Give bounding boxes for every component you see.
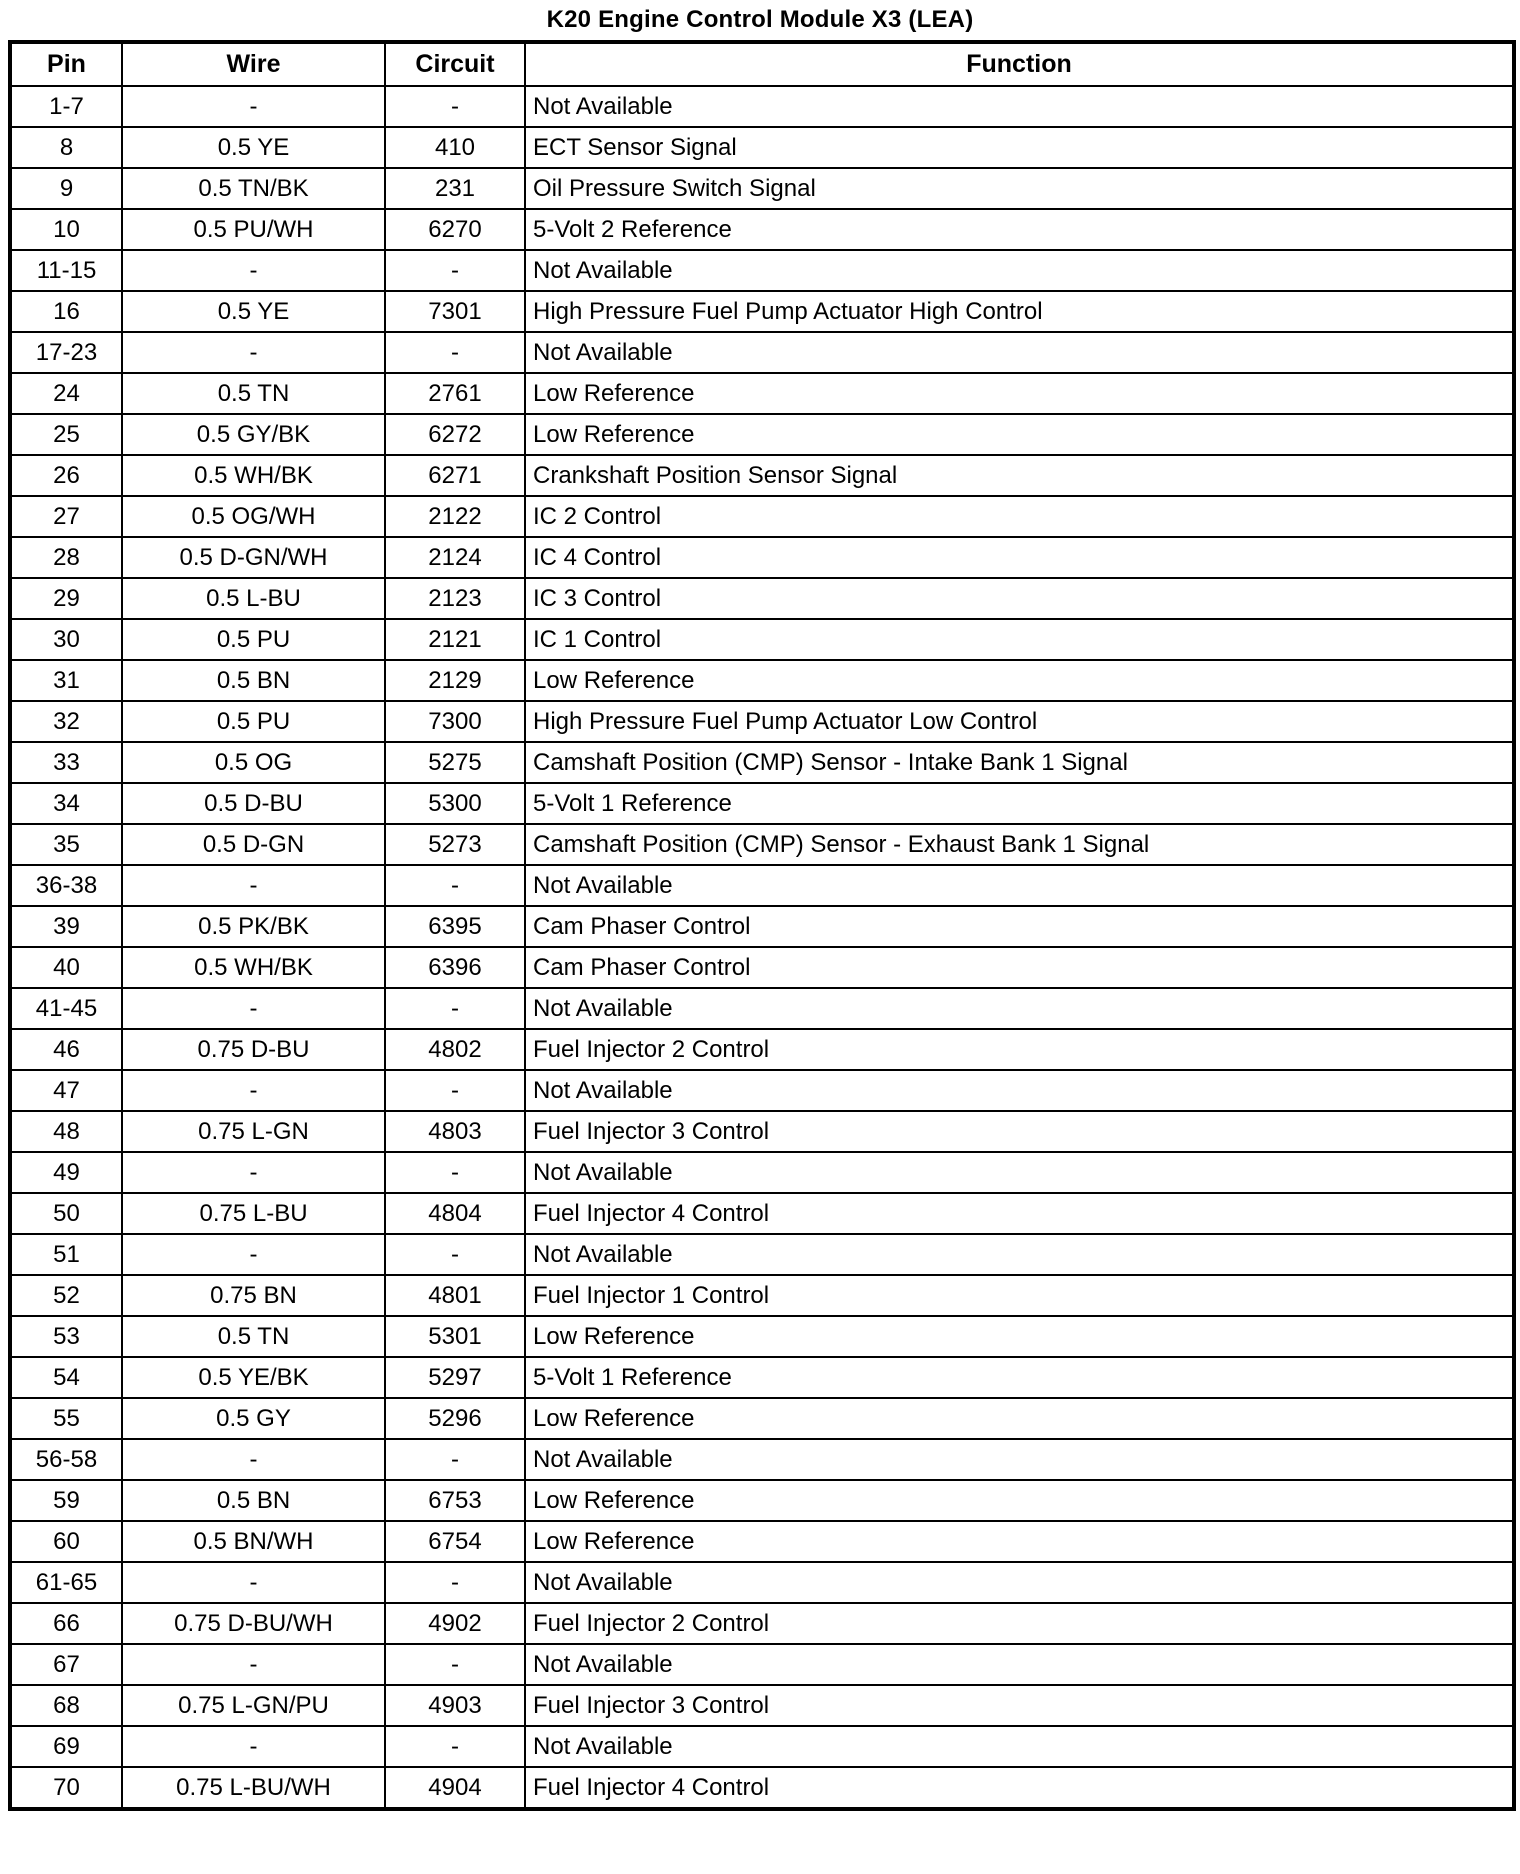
pin-cell: 34 <box>10 783 122 824</box>
function-cell: ECT Sensor Signal <box>525 127 1514 168</box>
function-cell: Fuel Injector 1 Control <box>525 1275 1514 1316</box>
wire-cell: - <box>122 1726 385 1767</box>
function-cell: Camshaft Position (CMP) Sensor - Exhaust Bank 1 Signal <box>525 824 1514 865</box>
function-cell: 5-Volt 1 Reference <box>525 783 1514 824</box>
function-cell: Not Available <box>525 1234 1514 1275</box>
circuit-cell: 5301 <box>385 1316 525 1357</box>
pin-cell: 60 <box>10 1521 122 1562</box>
circuit-cell: 2761 <box>385 373 525 414</box>
circuit-cell: - <box>385 865 525 906</box>
wire-cell: 0.5 D-BU <box>122 783 385 824</box>
circuit-cell: 2129 <box>385 660 525 701</box>
circuit-cell: 5296 <box>385 1398 525 1439</box>
wire-cell: 0.5 D-GN/WH <box>122 537 385 578</box>
pin-cell: 56-58 <box>10 1439 122 1480</box>
table-row <box>10 1357 1514 1398</box>
function-cell: 5-Volt 1 Reference <box>525 1357 1514 1398</box>
circuit-cell: 7301 <box>385 291 525 332</box>
wire-cell: 0.75 L-GN/PU <box>122 1685 385 1726</box>
pin-cell: 39 <box>10 906 122 947</box>
column-header-circuit: Circuit <box>385 42 525 86</box>
table-row <box>10 824 1514 865</box>
wire-cell: 0.5 BN <box>122 660 385 701</box>
circuit-cell: 6754 <box>385 1521 525 1562</box>
wire-cell: 0.75 D-BU <box>122 1029 385 1070</box>
circuit-cell: - <box>385 1726 525 1767</box>
circuit-cell: 5297 <box>385 1357 525 1398</box>
pin-cell: 28 <box>10 537 122 578</box>
circuit-cell: - <box>385 86 525 127</box>
table-row <box>10 1398 1514 1439</box>
wire-cell: 0.75 L-BU/WH <box>122 1767 385 1809</box>
function-cell: Fuel Injector 2 Control <box>525 1029 1514 1070</box>
pin-cell: 48 <box>10 1111 122 1152</box>
wire-cell: - <box>122 86 385 127</box>
pin-cell: 30 <box>10 619 122 660</box>
wire-cell: 0.5 OG <box>122 742 385 783</box>
circuit-cell: - <box>385 1152 525 1193</box>
function-cell: Cam Phaser Control <box>525 947 1514 988</box>
pin-cell: 59 <box>10 1480 122 1521</box>
pin-cell: 26 <box>10 455 122 496</box>
table-row <box>10 1644 1514 1685</box>
circuit-cell: 7300 <box>385 701 525 742</box>
wire-cell: 0.5 GY <box>122 1398 385 1439</box>
pinout-table <box>8 40 1516 1811</box>
table-row <box>10 1767 1514 1809</box>
table-row <box>10 660 1514 701</box>
table-row <box>10 414 1514 455</box>
wire-cell: 0.5 PU/WH <box>122 209 385 250</box>
function-cell: Cam Phaser Control <box>525 906 1514 947</box>
pin-cell: 53 <box>10 1316 122 1357</box>
pin-cell: 31 <box>10 660 122 701</box>
pin-cell: 16 <box>10 291 122 332</box>
wire-cell: 0.5 PU <box>122 701 385 742</box>
circuit-cell: 231 <box>385 168 525 209</box>
circuit-cell: 2124 <box>385 537 525 578</box>
wire-cell: 0.5 WH/BK <box>122 947 385 988</box>
circuit-cell: 6753 <box>385 1480 525 1521</box>
pin-cell: 47 <box>10 1070 122 1111</box>
function-cell: Not Available <box>525 332 1514 373</box>
table-row <box>10 1685 1514 1726</box>
wire-cell: 0.5 D-GN <box>122 824 385 865</box>
wire-cell: 0.5 YE/BK <box>122 1357 385 1398</box>
wire-cell: - <box>122 865 385 906</box>
table-row <box>10 496 1514 537</box>
function-cell: Low Reference <box>525 1521 1514 1562</box>
table-row <box>10 291 1514 332</box>
pin-cell: 46 <box>10 1029 122 1070</box>
pin-cell: 32 <box>10 701 122 742</box>
wire-cell: - <box>122 250 385 291</box>
wire-cell: - <box>122 1152 385 1193</box>
circuit-cell: 4804 <box>385 1193 525 1234</box>
function-cell: Fuel Injector 3 Control <box>525 1685 1514 1726</box>
circuit-cell: 2123 <box>385 578 525 619</box>
pin-cell: 50 <box>10 1193 122 1234</box>
function-cell: IC 2 Control <box>525 496 1514 537</box>
function-cell: IC 1 Control <box>525 619 1514 660</box>
pin-cell: 36-38 <box>10 865 122 906</box>
circuit-cell: 4904 <box>385 1767 525 1809</box>
wire-cell: 0.5 PK/BK <box>122 906 385 947</box>
function-cell: Not Available <box>525 1439 1514 1480</box>
circuit-cell: 4902 <box>385 1603 525 1644</box>
circuit-cell: 5275 <box>385 742 525 783</box>
table-row <box>10 86 1514 127</box>
function-cell: Low Reference <box>525 373 1514 414</box>
circuit-cell: 6271 <box>385 455 525 496</box>
table-row <box>10 1152 1514 1193</box>
table-row <box>10 947 1514 988</box>
wire-cell: 0.5 BN <box>122 1480 385 1521</box>
table-row <box>10 578 1514 619</box>
function-cell: 5-Volt 2 Reference <box>525 209 1514 250</box>
wire-cell: 0.75 L-GN <box>122 1111 385 1152</box>
pin-cell: 11-15 <box>10 250 122 291</box>
table-row <box>10 742 1514 783</box>
function-cell: Not Available <box>525 86 1514 127</box>
table-row <box>10 988 1514 1029</box>
pin-cell: 10 <box>10 209 122 250</box>
pin-cell: 35 <box>10 824 122 865</box>
circuit-cell: 4803 <box>385 1111 525 1152</box>
function-cell: Low Reference <box>525 1398 1514 1439</box>
table-row <box>10 1439 1514 1480</box>
function-cell: Low Reference <box>525 660 1514 701</box>
function-cell: Camshaft Position (CMP) Sensor - Intake Bank 1 Signal <box>525 742 1514 783</box>
pin-cell: 55 <box>10 1398 122 1439</box>
table-row <box>10 783 1514 824</box>
pin-cell: 8 <box>10 127 122 168</box>
wire-cell: 0.75 L-BU <box>122 1193 385 1234</box>
wire-cell: - <box>122 1070 385 1111</box>
function-cell: High Pressure Fuel Pump Actuator Low Control <box>525 701 1514 742</box>
function-cell: IC 3 Control <box>525 578 1514 619</box>
wire-cell: 0.5 YE <box>122 291 385 332</box>
circuit-cell: 4802 <box>385 1029 525 1070</box>
function-cell: Low Reference <box>525 1480 1514 1521</box>
pin-cell: 54 <box>10 1357 122 1398</box>
table-row <box>10 1111 1514 1152</box>
wire-cell: 0.5 WH/BK <box>122 455 385 496</box>
circuit-cell: 2121 <box>385 619 525 660</box>
function-cell: Not Available <box>525 865 1514 906</box>
table-body <box>10 86 1514 1809</box>
circuit-cell: - <box>385 250 525 291</box>
circuit-cell: 410 <box>385 127 525 168</box>
pin-cell: 49 <box>10 1152 122 1193</box>
pin-cell: 41-45 <box>10 988 122 1029</box>
function-cell: Crankshaft Position Sensor Signal <box>525 455 1514 496</box>
table-row <box>10 619 1514 660</box>
circuit-cell: - <box>385 988 525 1029</box>
wire-cell: 0.5 OG/WH <box>122 496 385 537</box>
function-cell: Fuel Injector 4 Control <box>525 1193 1514 1234</box>
wire-cell: 0.5 L-BU <box>122 578 385 619</box>
table-row <box>10 1562 1514 1603</box>
wire-cell: - <box>122 332 385 373</box>
pin-cell: 67 <box>10 1644 122 1685</box>
circuit-cell: - <box>385 1439 525 1480</box>
circuit-cell: - <box>385 1234 525 1275</box>
circuit-cell: 2122 <box>385 496 525 537</box>
table-row <box>10 906 1514 947</box>
wire-cell: 0.5 TN <box>122 373 385 414</box>
pin-cell: 66 <box>10 1603 122 1644</box>
table-row <box>10 1316 1514 1357</box>
function-cell: Fuel Injector 2 Control <box>525 1603 1514 1644</box>
table-row <box>10 1234 1514 1275</box>
wire-cell: - <box>122 1644 385 1685</box>
pin-cell: 25 <box>10 414 122 455</box>
function-cell: Low Reference <box>525 1316 1514 1357</box>
pin-cell: 68 <box>10 1685 122 1726</box>
wire-cell: 0.5 BN/WH <box>122 1521 385 1562</box>
table-row <box>10 865 1514 906</box>
table-row <box>10 701 1514 742</box>
wire-cell: 0.75 D-BU/WH <box>122 1603 385 1644</box>
function-cell: Not Available <box>525 1070 1514 1111</box>
pin-cell: 9 <box>10 168 122 209</box>
pin-cell: 17-23 <box>10 332 122 373</box>
circuit-cell: 6395 <box>385 906 525 947</box>
table-row <box>10 1480 1514 1521</box>
function-cell: Oil Pressure Switch Signal <box>525 168 1514 209</box>
function-cell: IC 4 Control <box>525 537 1514 578</box>
wire-cell: 0.5 YE <box>122 127 385 168</box>
circuit-cell: - <box>385 1070 525 1111</box>
table-row <box>10 332 1514 373</box>
function-cell: Not Available <box>525 988 1514 1029</box>
circuit-cell: - <box>385 332 525 373</box>
wire-cell: - <box>122 1439 385 1480</box>
wire-cell: 0.5 TN/BK <box>122 168 385 209</box>
wire-cell: 0.75 BN <box>122 1275 385 1316</box>
wire-cell: 0.5 PU <box>122 619 385 660</box>
pin-cell: 1-7 <box>10 86 122 127</box>
wire-cell: 0.5 TN <box>122 1316 385 1357</box>
function-cell: Fuel Injector 4 Control <box>525 1767 1514 1809</box>
table-row <box>10 1726 1514 1767</box>
table-row <box>10 1029 1514 1070</box>
page-title: K20 Engine Control Module X3 (LEA) <box>546 6 974 33</box>
function-cell: High Pressure Fuel Pump Actuator High Control <box>525 291 1514 332</box>
circuit-cell: 6270 <box>385 209 525 250</box>
table-row <box>10 537 1514 578</box>
pin-cell: 40 <box>10 947 122 988</box>
table-row <box>10 1603 1514 1644</box>
table-row <box>10 1070 1514 1111</box>
pin-cell: 24 <box>10 373 122 414</box>
header-row <box>10 42 1514 86</box>
function-cell: Not Available <box>525 1726 1514 1767</box>
circuit-cell: 6272 <box>385 414 525 455</box>
wire-cell: - <box>122 1234 385 1275</box>
pin-cell: 61-65 <box>10 1562 122 1603</box>
circuit-cell: 5300 <box>385 783 525 824</box>
column-header-pin: Pin <box>10 42 122 86</box>
pin-cell: 27 <box>10 496 122 537</box>
function-cell: Low Reference <box>525 414 1514 455</box>
table-row <box>10 250 1514 291</box>
wire-cell: - <box>122 1562 385 1603</box>
table-row <box>10 1275 1514 1316</box>
column-header-function: Function <box>525 42 1514 86</box>
function-cell: Not Available <box>525 1152 1514 1193</box>
table-row <box>10 455 1514 496</box>
table-row <box>10 1521 1514 1562</box>
pin-cell: 70 <box>10 1767 122 1809</box>
circuit-cell: - <box>385 1644 525 1685</box>
wire-cell: 0.5 GY/BK <box>122 414 385 455</box>
circuit-cell: 4801 <box>385 1275 525 1316</box>
table-row <box>10 127 1514 168</box>
table-row <box>10 1193 1514 1234</box>
table-row <box>10 373 1514 414</box>
table-row <box>10 168 1514 209</box>
function-cell: Not Available <box>525 250 1514 291</box>
circuit-cell: 6396 <box>385 947 525 988</box>
pin-cell: 51 <box>10 1234 122 1275</box>
function-cell: Not Available <box>525 1644 1514 1685</box>
column-header-wire: Wire <box>122 42 385 86</box>
function-cell: Not Available <box>525 1562 1514 1603</box>
pin-cell: 33 <box>10 742 122 783</box>
table-row <box>10 209 1514 250</box>
pin-cell: 29 <box>10 578 122 619</box>
circuit-cell: - <box>385 1562 525 1603</box>
wire-cell: - <box>122 988 385 1029</box>
circuit-cell: 5273 <box>385 824 525 865</box>
pin-cell: 69 <box>10 1726 122 1767</box>
circuit-cell: 4903 <box>385 1685 525 1726</box>
pin-cell: 52 <box>10 1275 122 1316</box>
function-cell: Fuel Injector 3 Control <box>525 1111 1514 1152</box>
